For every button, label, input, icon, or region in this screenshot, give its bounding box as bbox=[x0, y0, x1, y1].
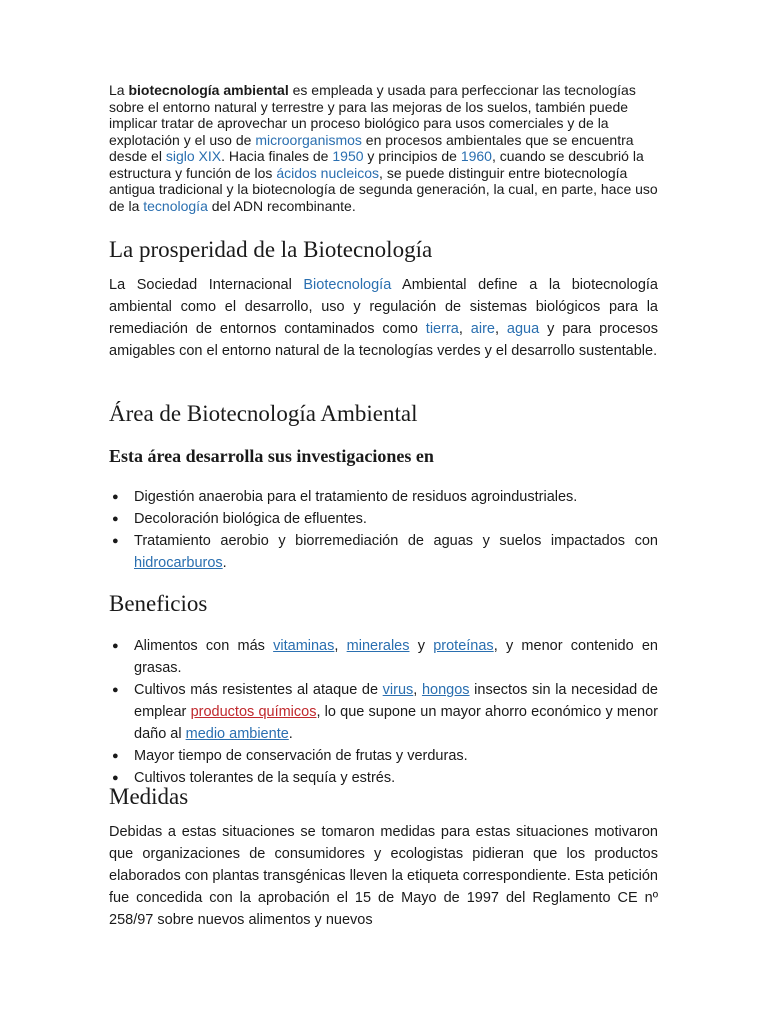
link-hidrocarburos[interactable]: hidrocarburos bbox=[134, 555, 223, 571]
list-item-text: Alimentos con más bbox=[134, 638, 274, 654]
list-item-text: Decoloración biológica de efluentes. bbox=[134, 511, 367, 527]
list-item-text: Mayor tiempo de conservación de frutas y verduras. bbox=[134, 748, 468, 764]
list-item-text: , y menor contenido en grasas. bbox=[134, 638, 658, 676]
list-item-text: y bbox=[409, 638, 434, 654]
list-item bbox=[109, 767, 658, 789]
link-acidos-nucleicos[interactable]: ácidos nucleicos bbox=[276, 164, 380, 181]
link-aire[interactable]: aire bbox=[470, 321, 495, 337]
link-agua[interactable]: agua bbox=[506, 321, 540, 337]
intro-text: , se puede distinguir entre biotecnología antigua tradicional y la biotecnología de segunda generación, la cual, en parte, hace uso de la bbox=[109, 164, 658, 214]
bullet-icon: ● bbox=[112, 640, 119, 652]
link-vitaminas[interactable]: vitaminas bbox=[273, 638, 335, 654]
list-item-text: Digestión anaerobia para el tratamiento de residuos agroindustriales. bbox=[134, 489, 578, 505]
paragraph-text: , bbox=[458, 321, 471, 337]
bullet-icon: ● bbox=[112, 772, 119, 784]
list-item-text: . bbox=[222, 555, 227, 571]
list-item-text: Tratamiento aerobio y biorremediación de aguas y suelos impactados con bbox=[134, 533, 658, 549]
list-item-text: insectos sin la necesidad de emplear bbox=[134, 682, 658, 720]
list-item-text: . bbox=[288, 726, 293, 742]
list-item bbox=[109, 635, 658, 679]
heading-medidas: Medidas bbox=[109, 784, 189, 809]
intro-text: La bbox=[109, 82, 129, 98]
intro-text: en procesos ambientales que se encuentra desde el bbox=[109, 131, 634, 164]
heading-area: Área de Biotecnología Ambiental bbox=[109, 401, 418, 426]
document-page bbox=[109, 82, 658, 928]
paragraph-medidas: Debidas a estas situaciones se tomaron medidas para estas situaciones motivaron que organizaciones de consumidores y ecologistas pidieran que los productos elaborados con plantas transgénicas lleven la etiqueta correspondiente. Esta petición fue concedida con la aprobación el 15 de Mayo de 1997 del Reglamento CE nº 258/97 sobre nuevos alimentos y nuevos bbox=[109, 824, 658, 928]
intro-text: del ADN recombinante. bbox=[207, 197, 356, 214]
link-1950[interactable]: 1950 bbox=[332, 148, 364, 164]
list-item bbox=[109, 745, 658, 767]
list-item-text: Cultivos tolerantes de la sequía y estrés. bbox=[134, 770, 396, 786]
list-item-text: , lo que supone un mayor ahorro económico y menor daño al bbox=[134, 704, 658, 742]
heading-prosperidad: La prosperidad de la Biotecnología bbox=[109, 237, 433, 262]
link-hongos[interactable]: hongos bbox=[421, 682, 470, 698]
paragraph-prosperidad bbox=[109, 274, 658, 362]
intro-text: y principios de bbox=[363, 148, 461, 164]
link-siglo-xix[interactable]: siglo XIX bbox=[165, 148, 222, 164]
list-item bbox=[109, 679, 658, 745]
paragraph-text: La Sociedad Internacional bbox=[109, 277, 304, 293]
paragraph-text: y para procesos amigables con el entorno natural de la tecnologías verdes y el desarrollo sustentable. bbox=[109, 321, 658, 359]
intro-bold-term: biotecnología ambiental bbox=[128, 82, 289, 98]
link-minerales[interactable]: minerales bbox=[346, 638, 410, 654]
bullet-icon: ● bbox=[112, 513, 119, 525]
intro-paragraph bbox=[109, 82, 658, 214]
list-item-text: , bbox=[413, 682, 422, 698]
bullet-icon: ● bbox=[112, 491, 119, 503]
intro-text: . Hacia finales de bbox=[221, 148, 333, 164]
link-virus[interactable]: virus bbox=[382, 682, 414, 698]
link-medio-ambiente[interactable]: medio ambiente bbox=[185, 726, 289, 742]
list-item bbox=[109, 486, 658, 508]
bullet-icon: ● bbox=[112, 684, 119, 696]
link-microorganismos[interactable]: microorganismos bbox=[255, 131, 362, 148]
intro-text: es empleada y usada para perfeccionar las tecnologías sobre el entorno natural y terrestre y para las mejoras de los suelos, también puede implicar tratar de aprovechar un proceso biológico para usos comerciales y de la explotación y el uso de bbox=[109, 82, 636, 148]
bullet-icon: ● bbox=[112, 750, 119, 762]
list-beneficios bbox=[109, 635, 658, 789]
list-item-text: , bbox=[334, 638, 347, 654]
link-tierra[interactable]: tierra bbox=[425, 321, 459, 337]
list-item bbox=[109, 530, 658, 574]
link-biotecnologia[interactable]: Biotecnología bbox=[303, 277, 392, 293]
intro-text: , cuando se descubrió la estructura y función de los bbox=[109, 148, 644, 181]
list-item-text: Cultivos más resistentes al ataque de bbox=[134, 682, 383, 698]
subheading-investigaciones: Esta área desarrolla sus investigaciones en bbox=[109, 446, 434, 466]
bullet-icon: ● bbox=[112, 535, 119, 547]
link-proteinas[interactable]: proteínas bbox=[433, 638, 494, 654]
list-investigaciones bbox=[109, 486, 658, 574]
paragraph-text: , bbox=[494, 321, 507, 337]
heading-beneficios: Beneficios bbox=[109, 591, 208, 616]
link-productos-quimicos[interactable]: productos químicos bbox=[190, 704, 317, 720]
paragraph-text: Ambiental define a la biotecnología ambiental como el desarrollo, uso y regulación de sistemas biológicos para la remediación de entornos contaminados como bbox=[109, 277, 658, 337]
link-tecnologia[interactable]: tecnología bbox=[143, 197, 208, 214]
link-1960[interactable]: 1960 bbox=[460, 148, 492, 164]
list-item bbox=[109, 508, 658, 530]
